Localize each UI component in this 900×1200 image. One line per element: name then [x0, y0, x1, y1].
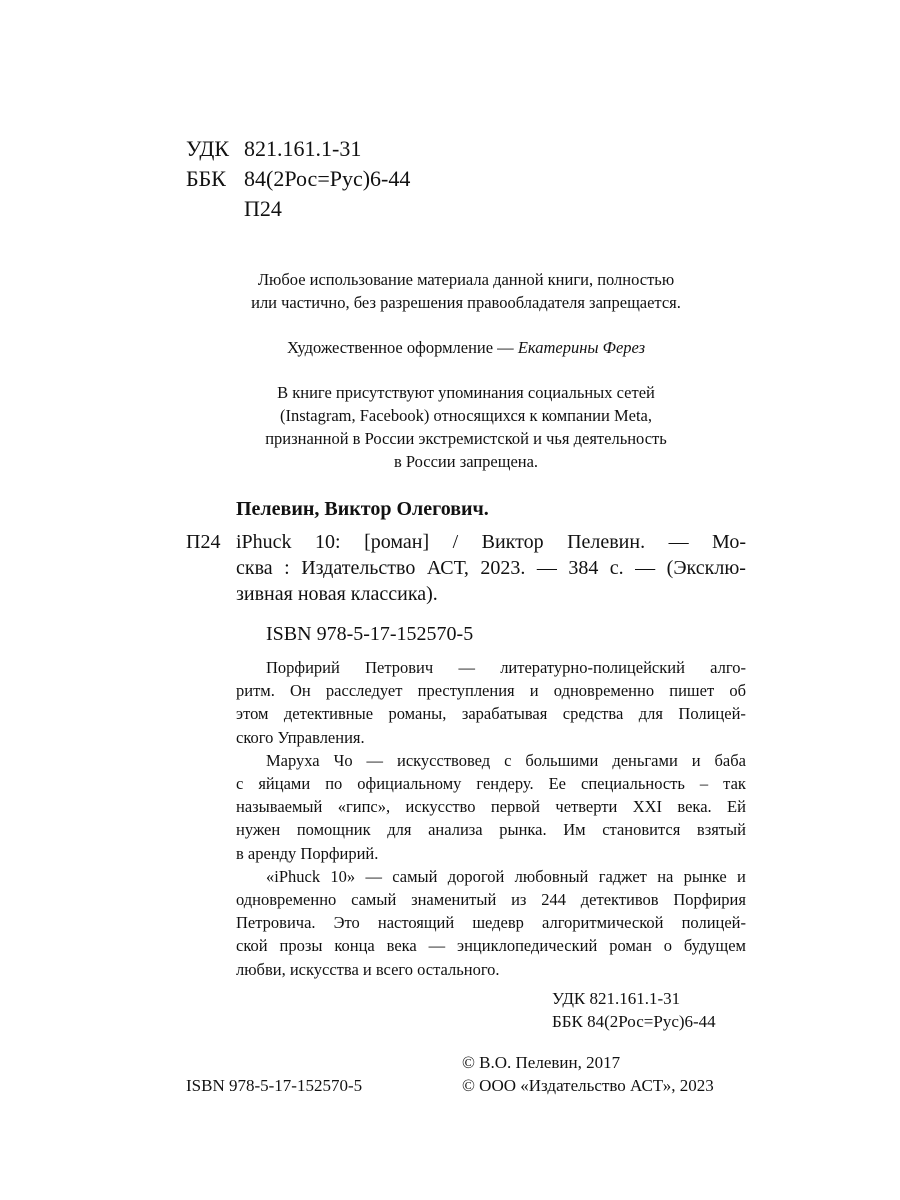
biblio-word: с. [609, 557, 624, 579]
annotation-word: для [638, 704, 663, 724]
annotation-line: в аренду Порфирий. [236, 843, 379, 863]
annotation-word: взятый [696, 820, 746, 840]
author-mark-top [186, 196, 282, 222]
annotation-word: гендеру. [476, 774, 534, 794]
annotation-word: знаменитый [411, 890, 497, 910]
annotation-line [236, 749, 746, 772]
design-credit-label: Художественное оформление — [286, 338, 514, 357]
annotation-word: нужен [236, 820, 281, 840]
meta-notice-line: В книге присутствуют упоминания социальных сетей [277, 383, 655, 402]
annotation-word: Ее [548, 774, 566, 794]
annotation-word: «iPhuck [266, 866, 321, 886]
udk-value: 821.161.1-31 [244, 136, 362, 161]
annotation-word: шедевр [472, 913, 524, 933]
biblio-word: iPhuck [236, 531, 292, 553]
annotation-word: «гипс», [337, 797, 391, 817]
annotation-word: Ей [727, 797, 746, 817]
annotation-line [236, 702, 746, 725]
annotation-word: из [511, 890, 527, 910]
biblio-word: Пелевин. [567, 531, 646, 553]
biblio-word: сква [236, 557, 273, 579]
annotation-line [236, 888, 746, 911]
biblio-word: — [635, 557, 656, 579]
annotation-word: 10» [330, 866, 356, 886]
annotation-word: энциклопедический [457, 936, 598, 956]
annotation-word: с [504, 750, 512, 770]
udk-bottom: УДК 821.161.1-31 [552, 989, 681, 1008]
annotation-word: первой [490, 797, 541, 817]
annotation-word: детективов [580, 890, 659, 910]
annotation-word: конца [334, 936, 375, 956]
annotation-word: Порфирия [673, 890, 746, 910]
meta-notice [186, 381, 746, 473]
annotation-word: любовный [514, 866, 589, 886]
annotation-line [236, 934, 746, 957]
annotation-word: с [236, 774, 244, 794]
annotation-word: анализа [428, 820, 483, 840]
annotation-line [236, 679, 746, 702]
annotation [236, 656, 746, 981]
biblio-word: — [536, 557, 557, 579]
annotation-word: будущем [683, 936, 746, 956]
author-heading: Пелевин, Виктор Олегович. [236, 498, 489, 520]
annotation-word: для [387, 820, 412, 840]
annotation-word: большими [525, 750, 599, 770]
annotation-word: и [691, 750, 701, 770]
annotation-line: любви, искусства и всего остального. [236, 959, 500, 979]
annotation-word: расследует [325, 681, 403, 701]
copyright-author: © В.О. Пелевин, 2017 [462, 1053, 621, 1072]
annotation-word: Это [333, 913, 360, 933]
udk-line [186, 136, 361, 162]
bbk-label: ББК [186, 166, 226, 191]
annotation-word: прозы [279, 936, 323, 956]
bibliographic-description [236, 529, 746, 607]
annotation-word: специальность [581, 774, 685, 794]
meta-notice-line: признанной в России экстремистской и чья деятельность [265, 429, 667, 448]
annotation-word: баба [714, 750, 746, 770]
biblio-word: [роман] [364, 531, 430, 553]
copyright-publisher: © ООО «Издательство АСТ», 2023 [462, 1076, 714, 1095]
annotation-line [236, 795, 746, 818]
annotation-word: алго- [710, 658, 746, 677]
annotation-word: гаджет [598, 866, 647, 886]
isbn-main: ISBN 978-5-17-152570-5 [266, 623, 474, 645]
annotation-line [236, 911, 746, 934]
annotation-word: зарабатывая [461, 704, 548, 724]
annotation-word: романы, [388, 704, 447, 724]
annotation-word: средства [562, 704, 624, 724]
annotation-word: — [458, 658, 475, 677]
annotation-word: XXI [632, 797, 663, 817]
annotation-word: настоящий [377, 913, 455, 933]
annotation-word: пишет [669, 681, 715, 701]
udk-label: УДК [186, 136, 230, 161]
biblio-word: — [668, 531, 689, 553]
annotation-word: Полицей- [678, 704, 746, 724]
design-credit-name: Екатерины Ферез [517, 338, 646, 357]
annotation-word: становится [602, 820, 681, 840]
annotation-word: и [529, 681, 539, 701]
isbn-footer: ISBN 978-5-17-152570-5 [186, 1076, 363, 1095]
annotation-word: так [723, 774, 746, 794]
author-mark-value: П24 [244, 196, 282, 221]
annotation-word: — [365, 866, 382, 886]
annotation-word: этом [236, 704, 269, 724]
annotation-word: называемый [236, 797, 323, 817]
biblio-word: 10: [315, 531, 341, 553]
annotation-word: роман [609, 936, 652, 956]
annotation-line [236, 772, 746, 795]
biblio-word: / [452, 531, 459, 553]
annotation-word: века [386, 936, 417, 956]
annotation-word: искусствовед [396, 750, 491, 770]
annotation-word: дорогой [447, 866, 505, 886]
annotation-word: о [663, 936, 672, 956]
annotation-word: Порфирий [266, 658, 340, 677]
annotation-word: искусство [405, 797, 476, 817]
author-mark: П24 [186, 531, 221, 553]
biblio-word: Виктор [481, 531, 544, 553]
biblio-word: Мо- [712, 531, 746, 553]
annotation-word: Он [290, 681, 311, 701]
annotation-word: самый [392, 866, 438, 886]
meta-notice-line: (Instagram, Facebook) относящихся к компании Meta, [280, 406, 652, 425]
annotation-word: Петровича. [236, 913, 316, 933]
annotation-line [236, 865, 746, 888]
biblio-word: АСТ, [426, 557, 469, 579]
bbk-bottom: ББК 84(2Рос=Рус)6-44 [552, 1012, 716, 1031]
annotation-word: помощник [296, 820, 371, 840]
annotation-word: рынке [683, 866, 727, 886]
annotation-word: Им [563, 820, 586, 840]
biblio-line-1 [236, 529, 746, 555]
annotation-word: Чо [333, 750, 353, 770]
copyright-notice-line: или частично, без разрешения правообладателя запрещается. [251, 293, 681, 312]
annotation-word: самый [351, 890, 397, 910]
annotation-word: — [366, 750, 384, 770]
annotation-line [236, 656, 746, 679]
copyright-notice [186, 268, 746, 314]
biblio-word: Издательство [301, 557, 416, 579]
biblio-word: (Эксклю- [666, 557, 746, 579]
annotation-word: ритм. [236, 681, 275, 701]
annotation-word: об [729, 681, 746, 701]
annotation-word: четверти [555, 797, 618, 817]
annotation-word: – [699, 774, 709, 794]
biblio-line-3: зивная новая классика). [236, 583, 438, 605]
annotation-word: на [657, 866, 674, 886]
annotation-word: Петрович [365, 658, 434, 677]
annotation-line: ского Управления. [236, 727, 365, 747]
annotation-word: ской [236, 936, 268, 956]
bbk-value: 84(2Рос=Рус)6-44 [244, 166, 411, 191]
annotation-word: 244 [541, 890, 566, 910]
biblio-word: : [284, 557, 290, 579]
annotation-word: преступления [417, 681, 515, 701]
design-credit [186, 336, 746, 359]
annotation-word: одновременно [553, 681, 655, 701]
annotation-word: полицей- [681, 913, 746, 933]
annotation-word: — [428, 936, 446, 956]
annotation-word: одновременно [236, 890, 337, 910]
annotation-word: яйцами [258, 774, 311, 794]
annotation-word: деньгами [612, 750, 678, 770]
bbk-line [186, 166, 410, 192]
annotation-line [236, 818, 746, 841]
annotation-word: рынка. [499, 820, 547, 840]
annotation-word: и [737, 866, 746, 886]
annotation-word: Маруха [266, 750, 320, 770]
annotation-word: литературно-полицейский [500, 658, 685, 677]
annotation-word: алгоритмической [542, 913, 664, 933]
annotation-word: по [325, 774, 343, 794]
biblio-line-2 [236, 555, 746, 581]
meta-notice-line: в России запрещена. [393, 452, 539, 471]
annotation-word: века. [677, 797, 712, 817]
biblio-word: 384 [568, 557, 599, 579]
copyright-notice-line: Любое использование материала данной книги, полностью [257, 270, 675, 289]
annotation-word: официальному [357, 774, 462, 794]
biblio-word: 2023. [480, 557, 526, 579]
annotation-word: детективные [283, 704, 374, 724]
